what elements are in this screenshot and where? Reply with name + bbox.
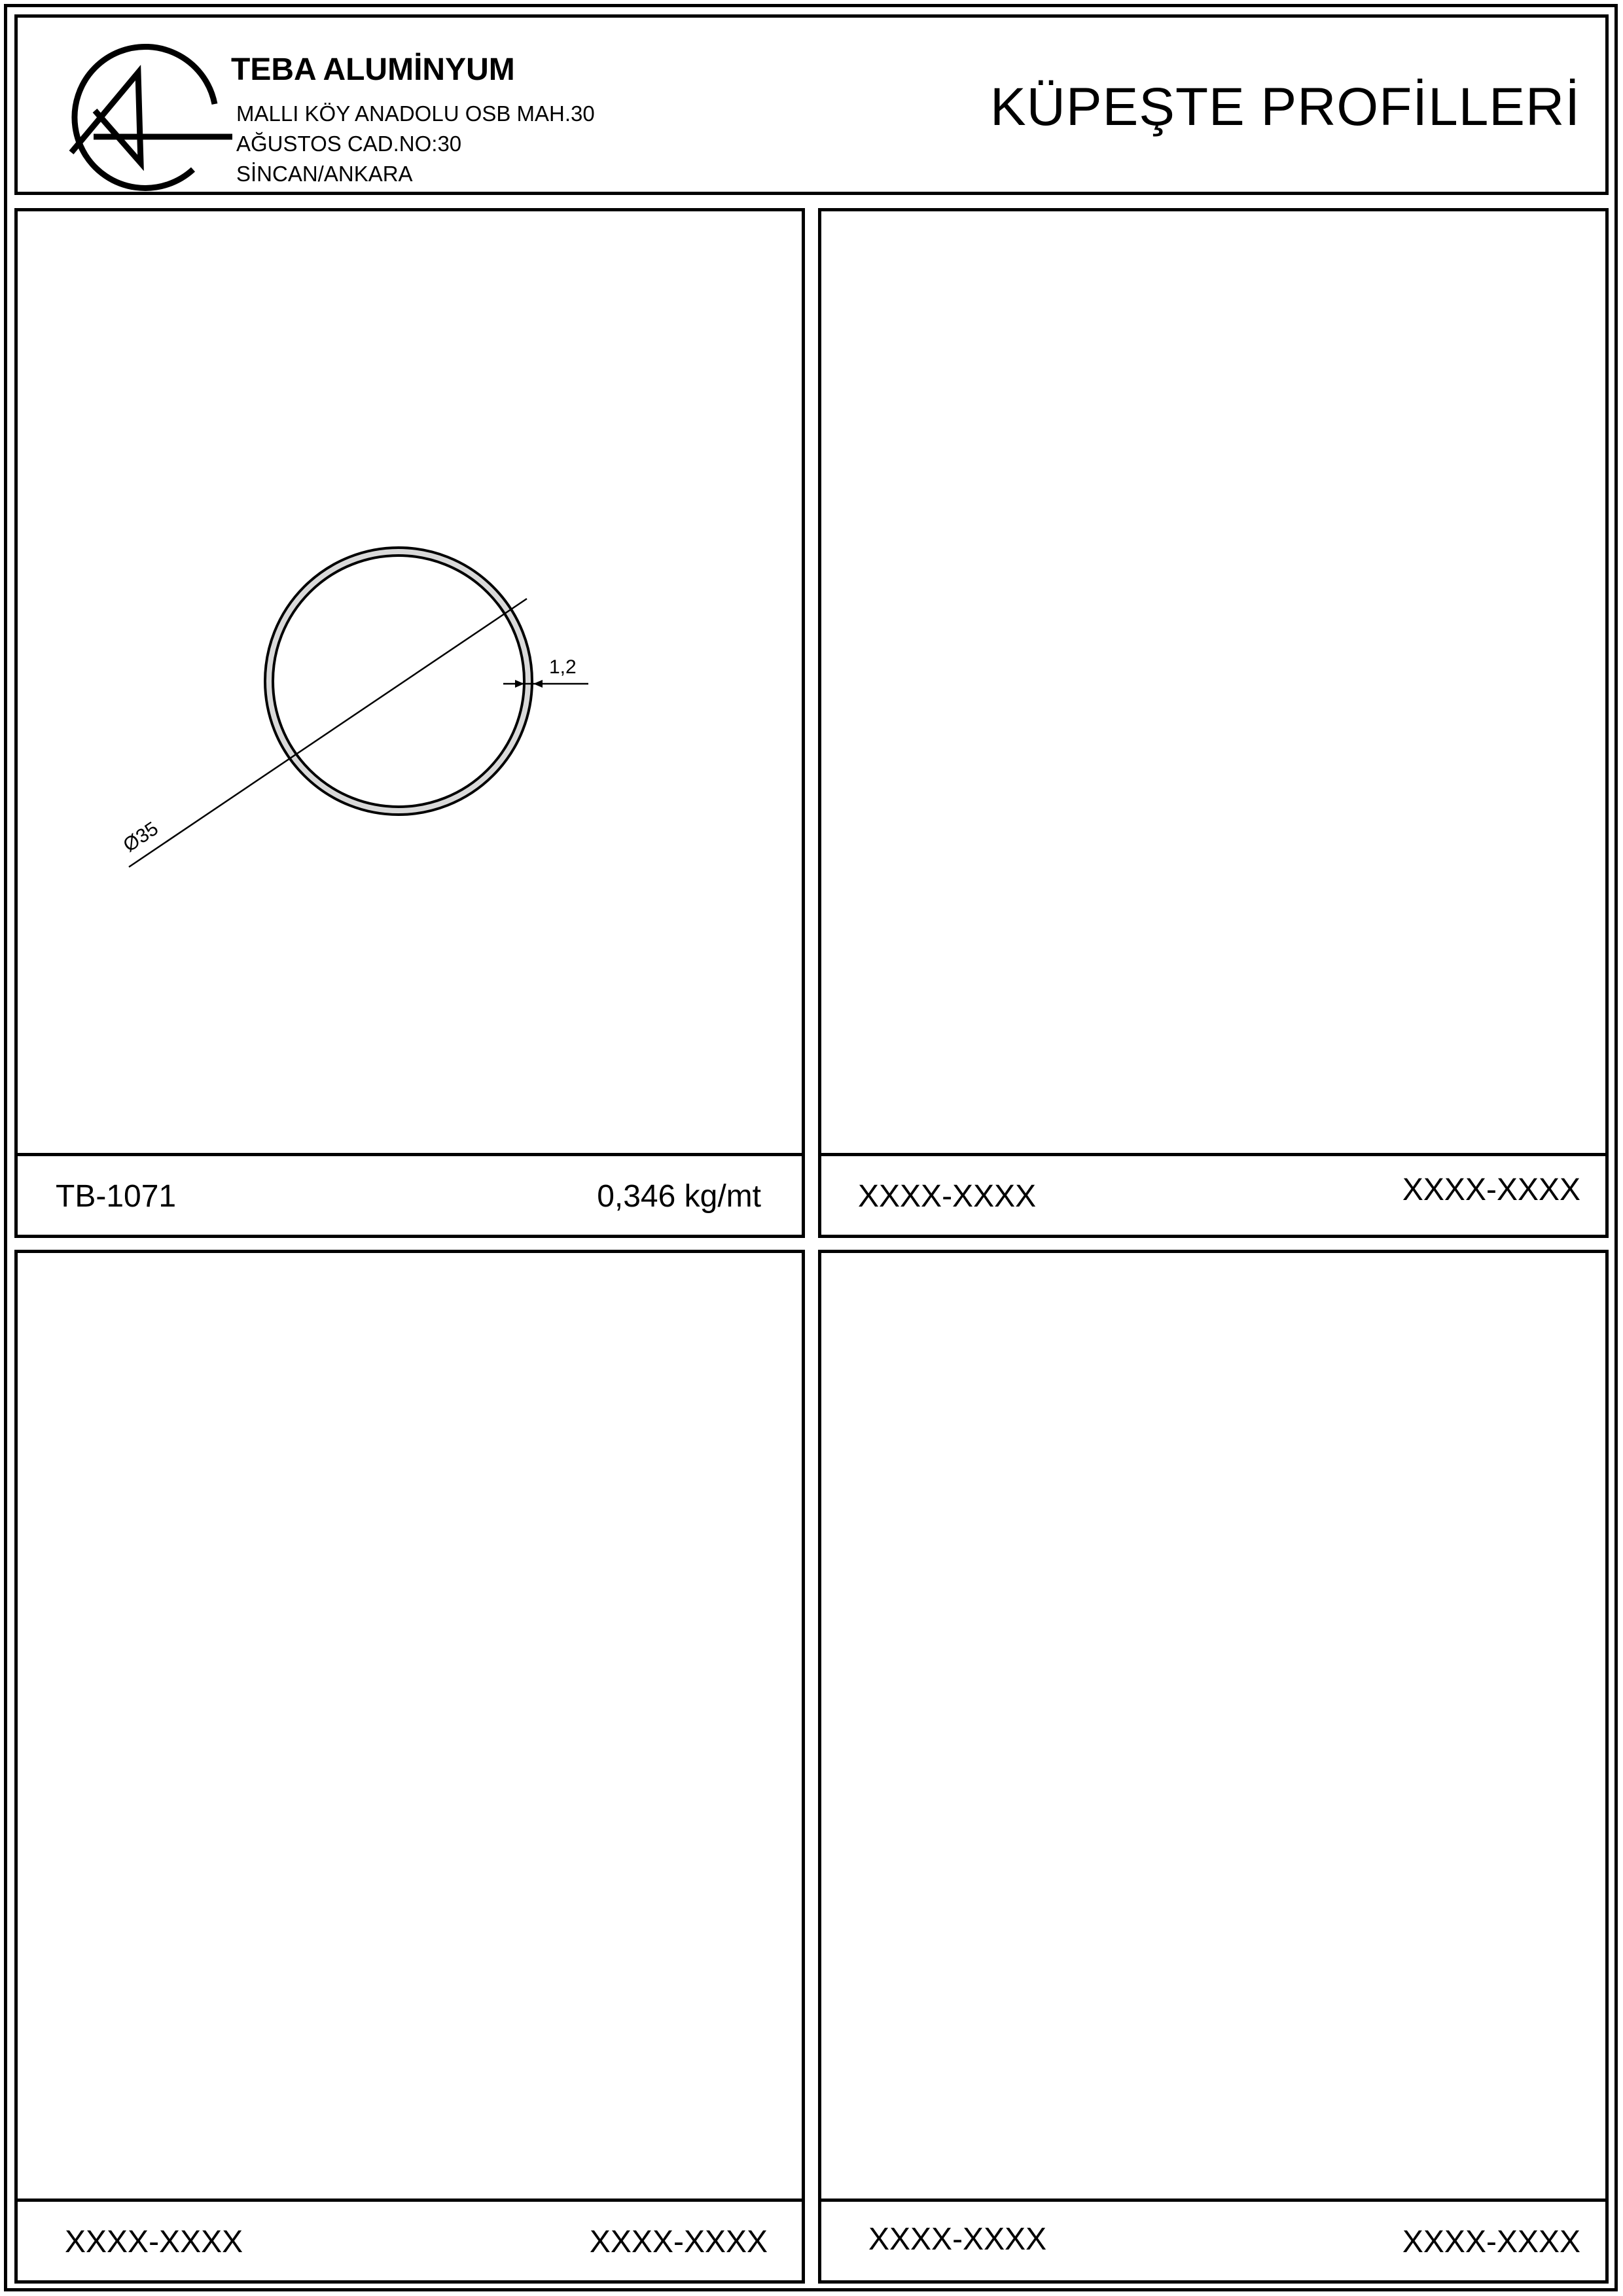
profile-panel-2 bbox=[818, 208, 1609, 1238]
profile-code: TB-1071 bbox=[56, 1179, 177, 1214]
panel-footer bbox=[18, 1153, 802, 1235]
profile-code: XXXX-XXXX bbox=[868, 2222, 1047, 2257]
profile-panel-4 bbox=[818, 1250, 1609, 2284]
profile-weight: XXXX-XXXX bbox=[1402, 1173, 1580, 1207]
profile-code: XXXX-XXXX bbox=[858, 1179, 1037, 1214]
profile-panel-3 bbox=[14, 1250, 805, 2284]
panel-footer bbox=[821, 1153, 1605, 1235]
address-line-2: AĞUSTOS CAD.NO:30 bbox=[236, 132, 462, 156]
profile-drawing-tube bbox=[18, 211, 802, 1160]
title-block bbox=[14, 14, 1609, 195]
thickness-label: 1,2 bbox=[549, 656, 577, 678]
profile-weight: 0,346 kg/mt bbox=[597, 1179, 761, 1214]
profile-panel-1 bbox=[14, 208, 805, 1238]
thickness-arrow-icon bbox=[533, 680, 543, 688]
profile-code: XXXX-XXXX bbox=[65, 2225, 243, 2259]
address-line-3: SİNCAN/ANKARA bbox=[236, 162, 413, 186]
panel-footer bbox=[18, 2199, 802, 2280]
tube-inner-wall bbox=[273, 556, 524, 807]
profile-weight: XXXX-XXXX bbox=[589, 2225, 768, 2259]
document-title: KÜPEŞTE PROFİLLERİ bbox=[990, 77, 1580, 137]
profile-weight: XXXX-XXXX bbox=[1402, 2225, 1580, 2259]
diameter-label: Ø35 bbox=[119, 817, 162, 857]
teba-logo-icon bbox=[54, 32, 238, 202]
address-line-1: MALLI KÖY ANADOLU OSB MAH.30 bbox=[236, 101, 595, 126]
company-name: TEBA ALUMİNYUM bbox=[231, 52, 515, 87]
panel-footer bbox=[821, 2199, 1605, 2280]
